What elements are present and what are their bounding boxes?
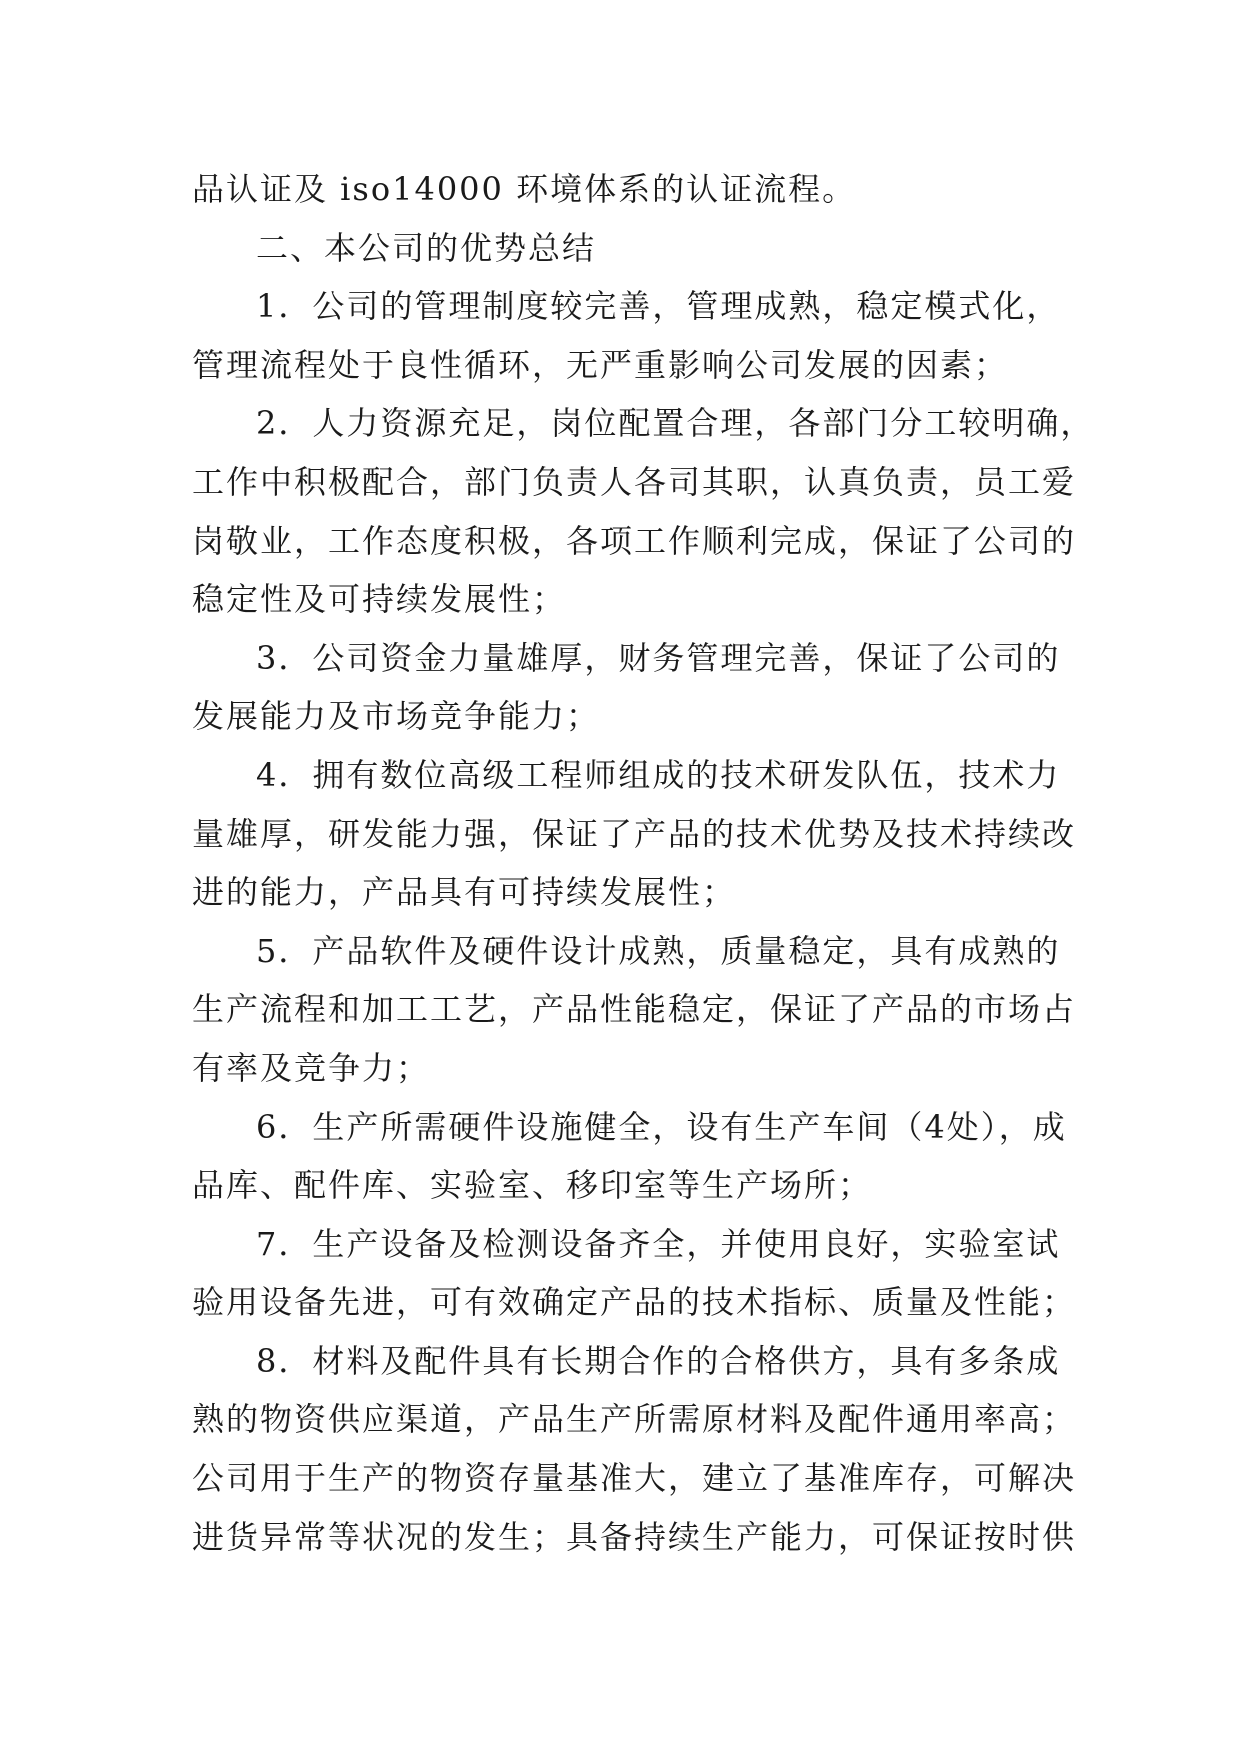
text-line: 熟的物资供应渠道，产品生产所需原材料及配件通用率高； [192, 1400, 1077, 1439]
list-item [192, 629, 1061, 746]
section-heading-text: 二、本公司的优势总结 [256, 228, 597, 267]
text-line: 管理流程处于良性循环，无严重影响公司发展的因素； [192, 345, 1009, 384]
text-line: 进货异常等状况的发生；具备持续生产能力，可保证按时供 [192, 1517, 1077, 1556]
document-body [192, 160, 1095, 1566]
text-line: 有率及竞争力； [192, 1048, 431, 1087]
list-item [192, 1098, 1067, 1215]
list-item [192, 1332, 1077, 1566]
text-line: 6．生产所需硬件设施健全，设有生产车间（4处），成 [256, 1107, 1067, 1146]
list-item [192, 277, 1061, 394]
text-line: 工作中积极配合，部门负责人各司其职，认真负责，员工爱 [192, 462, 1077, 501]
list-item [192, 394, 1095, 628]
text-line: 3．公司资金力量雄厚，财务管理完善，保证了公司的 [256, 638, 1061, 677]
text-line: 品认证及 iso14000 环境体系的认证流程。 [192, 170, 857, 208]
text-line: 7．生产设备及检测设备齐全，并使用良好，实验室试 [256, 1224, 1061, 1263]
text-line: 量雄厚，研发能力强，保证了产品的技术优势及技术持续改 [192, 814, 1077, 853]
text-line: 1．公司的管理制度较完善，管理成熟，稳定模式化， [256, 287, 1061, 326]
list-item [192, 922, 1077, 1098]
paragraph-intro-continued [192, 160, 1057, 219]
text-line: 品库、配件库、实验室、移印室等生产场所； [192, 1166, 873, 1205]
text-line: 公司用于生产的物资存量基准大，建立了基准库存，可解决 [192, 1459, 1077, 1498]
text-line: 2．人力资源充足，岗位配置合理，各部门分工较明确， [256, 404, 1095, 443]
text-line: 5．产品软件及硬件设计成熟，质量稳定，具有成熟的 [256, 931, 1061, 970]
list-item [192, 1215, 1077, 1332]
text-line: 验用设备先进，可有效确定产品的技术指标、质量及性能； [192, 1283, 1077, 1322]
text-line: 岗敬业，工作态度积极，各项工作顺利完成，保证了公司的 [192, 521, 1077, 560]
text-line: 4．拥有数位高级工程师组成的技术研发队伍，技术力 [256, 755, 1061, 794]
text-line: 稳定性及可持续发展性； [192, 580, 567, 619]
list-item [192, 746, 1077, 922]
text-line: 8．材料及配件具有长期合作的合格供方，具有多条成 [256, 1341, 1061, 1380]
text-line: 生产流程和加工工艺，产品性能稳定，保证了产品的市场占 [192, 990, 1077, 1029]
text-line: 发展能力及市场竞争能力； [192, 697, 601, 736]
text-line: 进的能力，产品具有可持续发展性； [192, 873, 737, 912]
section-heading [192, 219, 1057, 278]
